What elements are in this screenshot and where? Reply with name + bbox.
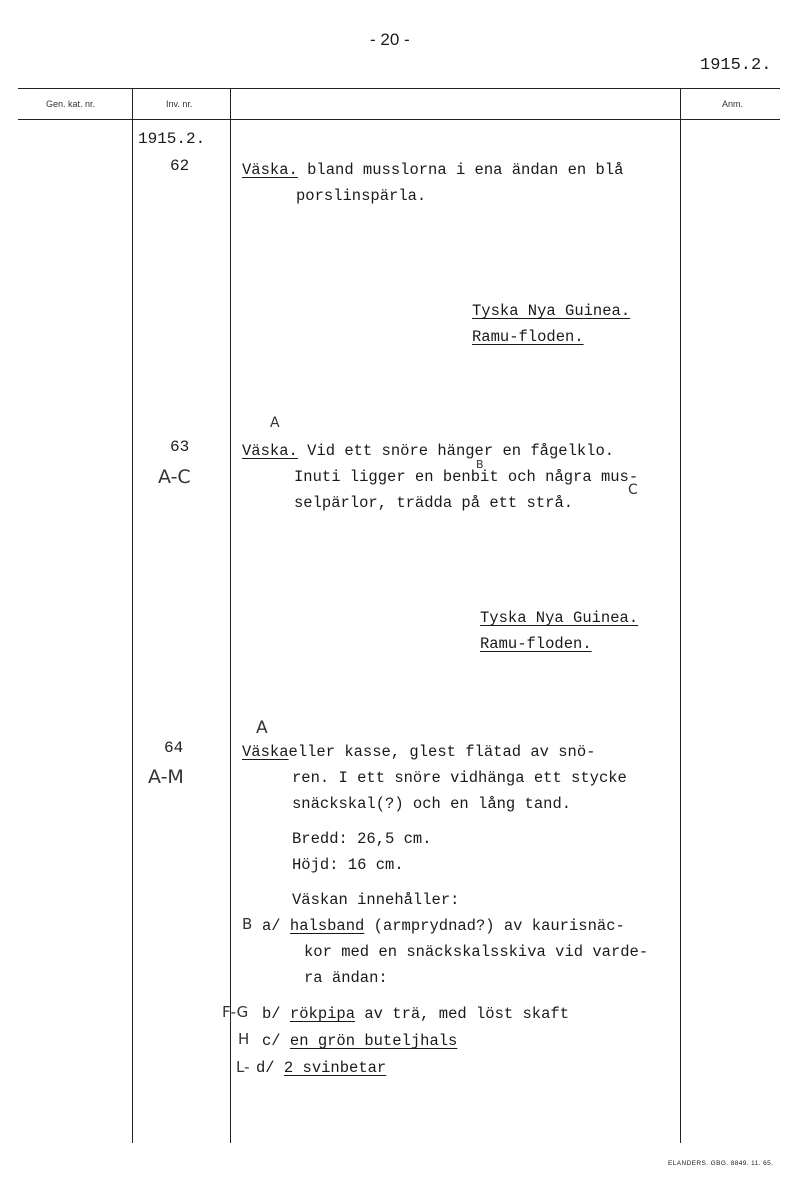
item-a-name: halsband [289, 917, 365, 935]
entry-62-line-1 [242, 157, 623, 183]
entry-62-text: bland musslorna i ena ändan en blå [307, 161, 624, 179]
entry-64-title: Väska [242, 743, 289, 761]
entry-63-place-1: Tyska Nya Guinea. [480, 609, 639, 627]
entry-63-line-3: selpärlor, trädda på ett strå. [294, 494, 574, 512]
item-b-line [262, 1001, 569, 1027]
hand-mark-64-a: A [256, 718, 268, 738]
item-b-rest: av trä, med löst skaft [364, 1005, 569, 1023]
item-b-name: rökpipa [289, 1005, 356, 1023]
entry-64-height: Höjd: 16 cm. [292, 856, 404, 874]
item-d-hand: L- [236, 1058, 250, 1076]
entry-62-line-2: porslinspärla. [296, 187, 427, 205]
header-inv: Inv. nr. [166, 99, 193, 109]
entry-62-place-1: Tyska Nya Guinea. [472, 302, 631, 320]
item-a-line-2: kor med en snäckskalsskiva vid varde- [304, 943, 649, 961]
hand-mark-c: C [628, 482, 638, 498]
entry-63-line-2: Inuti ligger en benbit och några mus- [294, 468, 639, 486]
entry-63-text: Vid ett snöre hänger en fågelklo. [307, 442, 615, 460]
hand-range-64: A-M [148, 766, 184, 788]
item-a-hand: B [242, 915, 253, 933]
item-c-name: en grön buteljhals [289, 1032, 458, 1050]
entry-64-line-2: ren. I ett snöre vidhänga ett stycke [292, 769, 627, 787]
item-d-name: 2 svinbetar [283, 1059, 387, 1077]
item-a-line-1 [262, 913, 625, 939]
header-anm: Anm. [722, 99, 744, 109]
entry-64-contents-label: Väskan innehåller: [292, 891, 460, 909]
item-b-marker: b/ [262, 1005, 281, 1023]
top-date: 1915.2. [700, 56, 772, 75]
entry-64-line-1 [242, 739, 595, 765]
item-d-marker: d/ [256, 1059, 275, 1077]
entry-64-line-3: snäckskal(?) och en lång tand. [292, 795, 572, 813]
item-a-line-3: ra ändan: [304, 969, 388, 987]
item-c-marker: c/ [262, 1032, 281, 1050]
entry-63-title: Väska. [242, 442, 298, 460]
item-c-hand: H [238, 1030, 250, 1048]
column-divider-3 [680, 88, 681, 1143]
entry-62-title: Väska. [242, 161, 298, 179]
hand-mark-b: B [476, 458, 484, 471]
header-gen-kat: Gen. kat. nr. [46, 99, 96, 109]
entry-64-text: eller kasse, glest flätad av snö- [288, 743, 596, 761]
entry-64-width: Bredd: 26,5 cm. [292, 830, 432, 848]
item-c-line [262, 1028, 457, 1054]
entry-63-line-1 [242, 438, 614, 464]
item-b-hand: F-G [222, 1003, 249, 1021]
hand-mark-a: A [270, 415, 280, 431]
page-number: - 20 - [370, 30, 410, 49]
inv-number-62: 62 [170, 157, 190, 175]
item-a-marker: a/ [262, 917, 281, 935]
column-divider-2 [230, 88, 231, 1143]
item-d-line [256, 1055, 386, 1081]
inv-number-63: 63 [170, 438, 190, 456]
entry-62-place-2: Ramu-floden. [472, 328, 584, 346]
printer-footer: ELANDERS. GBG. 8849. 11. 65. [668, 1160, 774, 1167]
inv-number-64: 64 [164, 739, 184, 757]
inv-date: 1915.2. [138, 130, 206, 148]
hand-range-63: A-C [158, 466, 191, 488]
item-a-rest: (armprydnad?) av kaurisnäc- [373, 917, 625, 935]
entry-63-place-2: Ramu-floden. [480, 635, 592, 653]
column-divider-1 [132, 88, 133, 1143]
